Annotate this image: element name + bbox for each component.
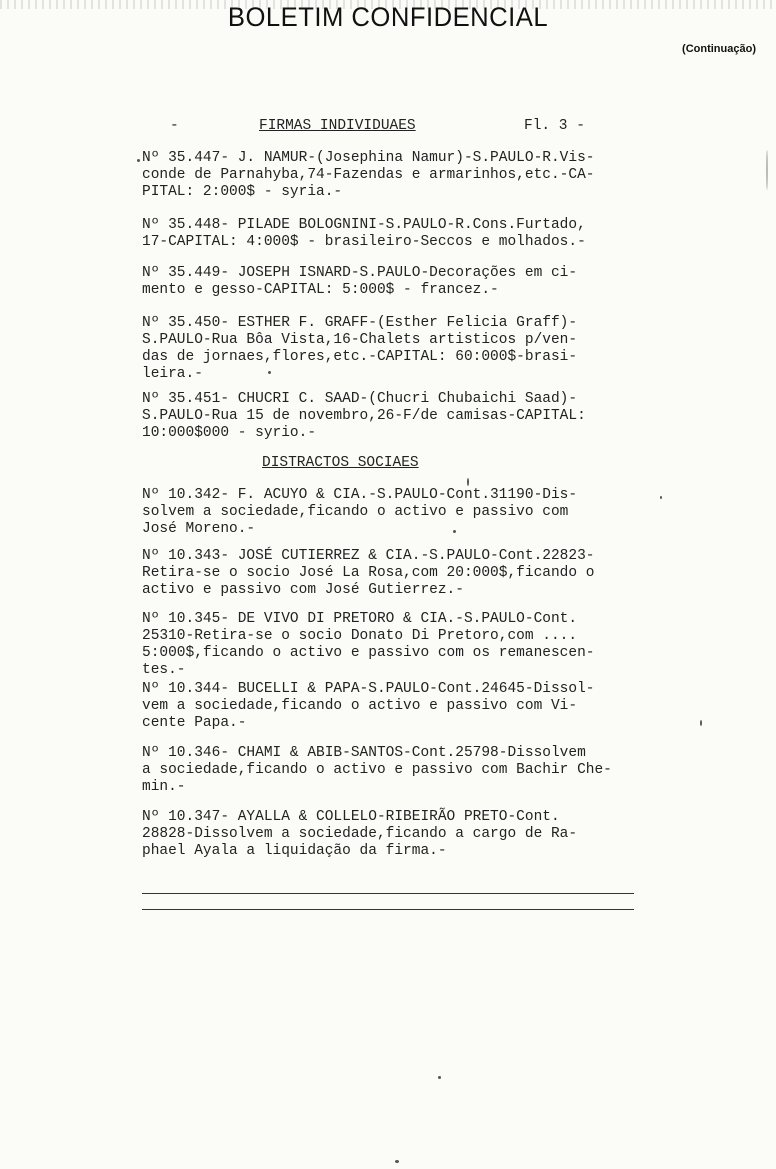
section-title-distractos: DISTRACTOS SOCIAES (262, 455, 419, 471)
scan-speck (395, 1160, 399, 1163)
entry-line: 10:000$000 - syrio.- (142, 425, 317, 441)
entry-line: Nº 10.344- BUCELLI & PAPA-S.PAULO-Cont.24645-Dissol- (142, 681, 595, 697)
scan-speck (438, 1076, 441, 1079)
entry-line: mento e gesso-CAPITAL: 5:000$ - francez.- (142, 282, 499, 298)
entry-line: Nº 35.447- J. NAMUR-(Josephina Namur)-S.PAULO-R.Vis- (142, 150, 595, 166)
entry-line: min.- (142, 779, 186, 795)
entry-line: leira.- (142, 366, 203, 382)
entry-line: Nº 10.346- CHAMI & ABIB-SANTOS-Cont.25798-Dissolvem (142, 745, 586, 761)
bulletin-title: BOLETIM CONFIDENCIAL (227, 2, 549, 32)
scan-speck (660, 496, 662, 499)
entry-line: conde de Parnahyba,74-Fazendas e armarinhos,etc.-CA- (142, 167, 595, 183)
continuation-label: (Continuação) (682, 43, 756, 55)
entry-line: Nº 35.450- ESTHER F. GRAFF-(Esther Felicia Graff)- (142, 315, 578, 331)
margin-dash: - (170, 118, 179, 134)
firma-entry-35451 (142, 391, 662, 442)
firma-entry-35448 (142, 217, 662, 251)
entry-line: phael Ayala a liquidação da firma.- (142, 843, 447, 859)
entry-line: PITAL: 2:000$ - syria.- (142, 184, 343, 200)
distracto-entry-10347 (142, 809, 662, 860)
entry-line: 5:000$,ficando o activo e passivo com os remanescen- (142, 645, 595, 661)
entry-line: Nº 35.451- CHUCRI C. SAAD-(Chucri Chubaichi Saad)- (142, 391, 578, 407)
entry-line: 25310-Retira-se o socio Donato Di Pretoro,com .... (142, 628, 578, 644)
distracto-entry-10343 (142, 548, 662, 599)
firma-entry-35450 (142, 315, 662, 383)
entry-line: Retira-se o socio José La Rosa,com 20:000$,ficando o (142, 565, 595, 581)
entry-line: Nº 35.449- JOSEPH ISNARD-S.PAULO-Decorações em ci- (142, 265, 578, 281)
scan-speck (268, 371, 271, 374)
entry-line: Nº 10.345- DE VIVO DI PRETORO & CIA.-S.PAULO-Cont. (142, 611, 578, 627)
distracto-entry-10346 (142, 745, 662, 796)
entry-line: 17-CAPITAL: 4:000$ - brasileiro-Seccos e molhados.- (142, 234, 586, 250)
firma-entry-35449 (142, 265, 662, 299)
section-title-firmas: FIRMAS INDIVIDUAES (259, 118, 416, 134)
entry-line: vem a sociedade,ficando o activo e passivo com Vi- (142, 698, 578, 714)
entry-line: S.PAULO-Rua Bôa Vista,16-Chalets artisticos p/ven- (142, 332, 578, 348)
scan-speck (766, 150, 768, 190)
firma-entry-35447 (142, 150, 662, 201)
closing-rule-top (142, 893, 634, 894)
entry-line: a sociedade,ficando o activo e passivo com Bachir Che- (142, 762, 612, 778)
entry-line: Nº 10.342- F. ACUYO & CIA.-S.PAULO-Cont.31190-Dis- (142, 487, 578, 503)
entry-line: Nº 10.347- AYALLA & COLLELO-RIBEIRÃO PRETO-Cont. (142, 809, 560, 825)
distracto-entry-10344 (142, 681, 662, 732)
entry-line: José Moreno.- (142, 521, 256, 537)
scan-speck (467, 478, 469, 486)
entry-line: das de jornaes,flores,etc.-CAPITAL: 60:000$-brasi- (142, 349, 578, 365)
entry-line: tes.- (142, 662, 186, 678)
entry-line: cente Papa.- (142, 715, 247, 731)
entry-line: 28828-Dissolvem a sociedade,ficando a cargo de Ra- (142, 826, 578, 842)
entry-line: Nº 35.448- PILADE BOLOGNINI-S.PAULO-R.Cons.Furtado, (142, 217, 586, 233)
entry-line: solvem a sociedade,ficando o activo e passivo com (142, 504, 569, 520)
scan-speck (137, 159, 140, 162)
distracto-entry-10345 (142, 611, 662, 679)
scan-speck (453, 530, 456, 533)
scan-speck (700, 720, 702, 726)
entry-line: Nº 10.343- JOSÉ CUTIERREZ & CIA.-S.PAULO-Cont.22823- (142, 548, 595, 564)
entry-line: activo e passivo com José Gutierrez.- (142, 582, 464, 598)
closing-rule-bottom (142, 909, 634, 910)
page-number: Fl. 3 - (524, 118, 585, 134)
entry-line: S.PAULO-Rua 15 de novembro,26-F/de camisas-CAPITAL: (142, 408, 586, 424)
distracto-entry-10342 (142, 487, 662, 538)
